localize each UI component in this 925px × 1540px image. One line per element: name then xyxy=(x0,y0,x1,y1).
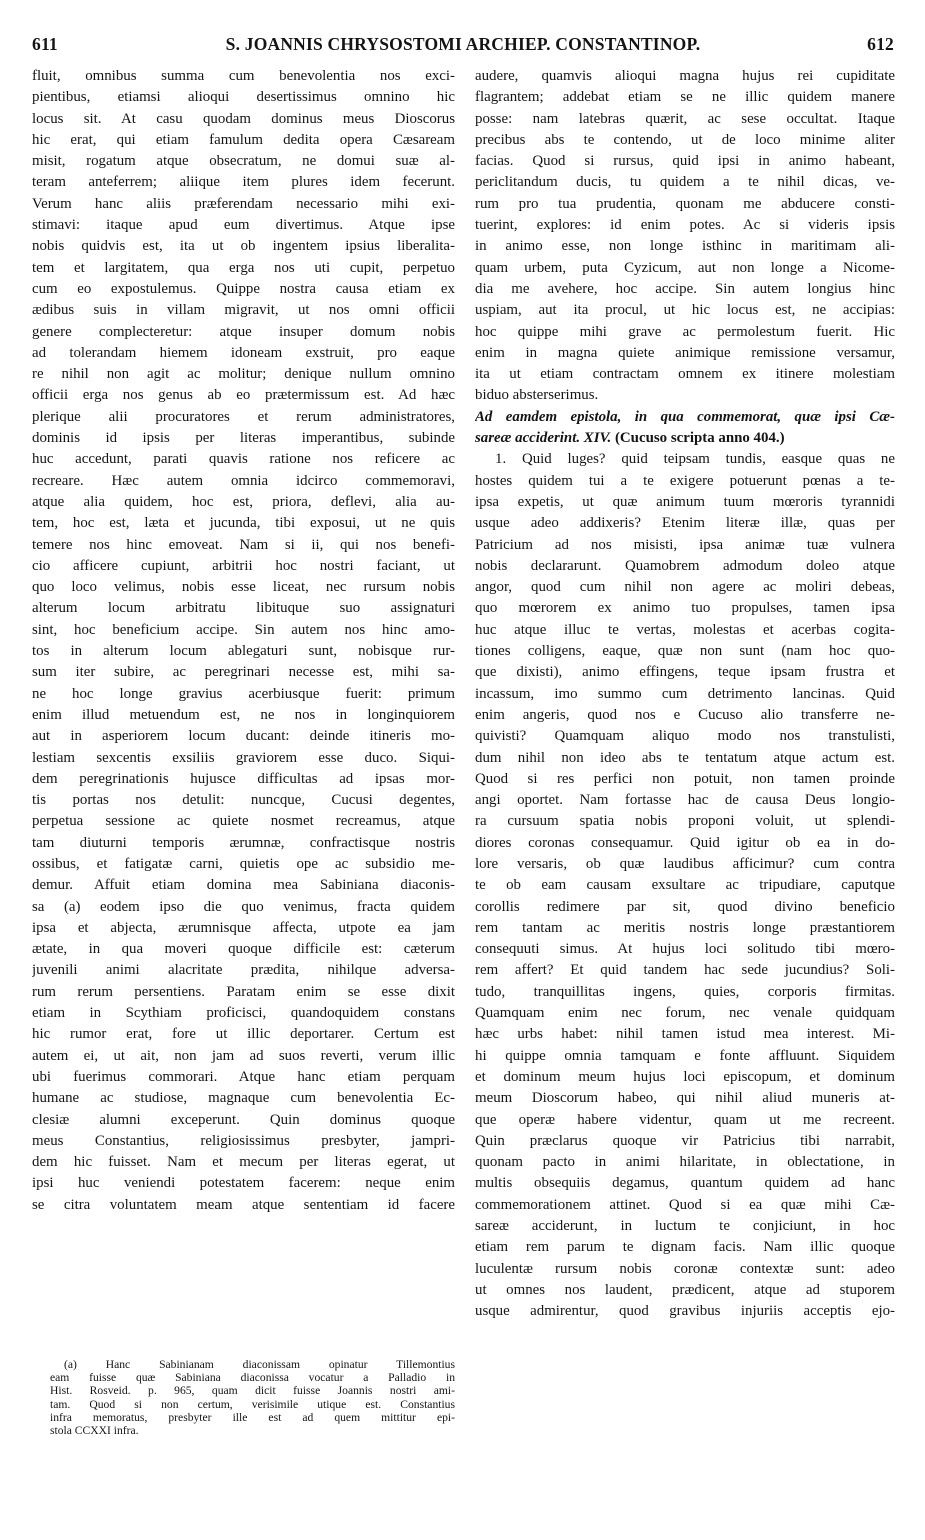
text-line: hic rumor erat, fore ut illic deportarer. Certum est xyxy=(32,1026,455,1043)
text-line: huc atque illuc te vertas, molestas et acerbas cogita- xyxy=(475,621,895,638)
text-line: usque admirentur, quod gravibus injuriis acceptis ejo- xyxy=(475,1303,895,1320)
text-line: lestiam sexcentis exsiliis graviorem esse duco. Siqui- xyxy=(32,749,455,766)
text-line: hi quippe omnia tamquam e fonte affluunt. Siquidem xyxy=(475,1047,895,1064)
text-line: perpetua sessione ac quiete nosmet recreamus, atque xyxy=(32,813,455,830)
text-line: quo mœrorem ex animo tuo propulses, tamen ipsa xyxy=(475,600,895,617)
text-line: cum eo expostulemus. Quippe nostra causa etiam ex xyxy=(32,280,455,297)
text-line: biduo absterserimus. xyxy=(475,387,599,404)
text-line: diores coronas consequamur. Quid igitur ob ea in do- xyxy=(475,834,895,851)
text-line: lore versaris, ob quæ laudibus afficimur? cum contra xyxy=(475,855,895,872)
text-line: re nihil non agit ac molitur; denique nullum omnino xyxy=(32,366,455,383)
text-line: dominis id ipsis per literas imperantibus, subinde xyxy=(32,430,455,447)
text-line: eam fuisse quæ Sabiniana diaconissa vocatur a Palladio in xyxy=(50,1371,455,1385)
right-column-continuation xyxy=(475,66,895,407)
text-line: sum iter subire, ac peregrinari necesse est, mihi sa- xyxy=(32,664,455,681)
text-line: ad tolerandam hiemem idoneam exstruit, pro eaque xyxy=(32,344,455,361)
footnote xyxy=(50,1358,455,1437)
text-line: Hist. Rosveid. p. 965, quam dicit fuisse Joannis nostri ami- xyxy=(50,1384,455,1398)
text-line: recreare. Hæc autem omnia idcirco commemoravi, xyxy=(32,472,455,489)
text-line: Patricium ad nos misisti, ipsa animæ tuæ vulnera xyxy=(475,536,895,553)
text-line: angi oportet. Nam fortasse hac de causa Deus longio- xyxy=(475,792,895,809)
text-line: ætate, in qua moveri quoque difficile est: cæterum xyxy=(32,941,455,958)
text-line: infra memoratus, presbyter ille est ad quem mittitur epi- xyxy=(50,1410,455,1424)
text-line: sa (a) eodem ipso die quo venimus, fracta quidem xyxy=(32,898,455,915)
text-line: se citra voluntatem meam atque sententiam id facere xyxy=(32,1196,455,1213)
text-line: meum Dioscorum habeo, qui nihil aliud muneris at- xyxy=(475,1090,895,1107)
text-line: posse: nam latebras quærit, ac sese occultat. Itaque xyxy=(475,110,895,127)
text-line: usque adeo addixeris? Etenim literæ illæ, quas per xyxy=(475,515,895,532)
text-line: officii erga nos genus ab eo prætermissum est. Ad hæc xyxy=(32,387,455,404)
text-line: incassum, imo summo cum detrimento lancinas. Quid xyxy=(475,685,895,702)
text-line: etiam rem parum te dignam facis. Nam illic quoque xyxy=(475,1239,895,1256)
text-line: hæc urbs habet: nihil tamen istud mea interest. Mi- xyxy=(475,1026,895,1043)
text-line: rum rerum persentiens. Paratam enim se esse dixit xyxy=(32,983,455,1000)
text-line: et dominum meum hujus loci episcopum, et dominum xyxy=(475,1068,895,1085)
text-line: alterum locum arbitratu libituque suo assignaturi xyxy=(32,600,455,617)
text-line: locus sit. At casu quodam dominus meus Dioscorus xyxy=(32,110,455,127)
text-line: ipsa expetis, ut quæ animum tuum mœroris tyrannidi xyxy=(475,493,895,510)
section-heading xyxy=(475,407,895,450)
text-line: ut omnes nos laudent, prædicent, atque ad stuporem xyxy=(475,1281,895,1298)
text-line: dem hic fuisset. Nam et mecum per literas egerat, ut xyxy=(32,1154,455,1171)
text-line: humane ac studiose, magnaque cum benevolentia Ec- xyxy=(32,1090,455,1107)
text-line: plerique alii procuratores et rerum administratores, xyxy=(32,408,455,425)
text-line: hoc quippe mihi grave ac permolestum fuerit. Hic xyxy=(475,323,895,340)
text-line: tiones colligens, eaque, quæ non sunt (nam hoc quo- xyxy=(475,643,895,660)
text-line: tos in alterum locum ablegaturi sunt, nobisque rur- xyxy=(32,643,455,660)
text-line: aut in asperiorem locum ducant: deinde itineris mo- xyxy=(32,728,455,745)
running-title: S. JOANNIS CHRYSOSTOMI ARCHIEP. CONSTANTINOP. xyxy=(225,34,701,54)
text-line: enim angeris, quod nos e Cucuso alio transferre ne- xyxy=(475,706,895,723)
text-line: angor, quod cum nihil non agere ac moliri debeas, xyxy=(475,579,895,596)
text-line: dia me avehere, hoc accipe. Sin autem longius hinc xyxy=(475,280,895,297)
text-line: ita ut etiam contractam omnem ex itinere molestiam xyxy=(475,366,895,383)
text-line: ossibus, et fatigatæ carni, quietis ope ac subsidio me- xyxy=(32,855,455,872)
text-line: audere, quamvis alioqui magna hujus rei cupiditate xyxy=(475,68,895,84)
text-line: meus Constantius, religiosissimus presbyter, jampri- xyxy=(32,1132,455,1149)
text-line: quonam pacto in animi hilaritate, in oblectatione, in xyxy=(475,1154,895,1171)
text-line: huc accedunt, parati quavis ratione nos reficere ac xyxy=(32,451,455,468)
text-line: Quamquam enim nec forum, nec venale quidquam xyxy=(475,1005,895,1022)
text-line: teram anteferrem; aliique item plures idem fecerunt. xyxy=(32,174,455,191)
text-line: misit, rogatum atque obsecratum, ne domui suæ al- xyxy=(32,153,455,170)
section-title-line-2: sareæ acciderint. XIV. xyxy=(475,430,612,447)
text-line: Quin præclarus quoque vir Patricius tibi narrabit, xyxy=(475,1132,895,1149)
text-line: tudo, tranquillitas ingens, quies, corporis firmitas. xyxy=(475,983,895,1000)
text-line: nobis quidvis est, ita ut ob ingentem ipsius liberalita- xyxy=(32,238,455,255)
text-line: periclitandum ducis, tu quidem a te nihil dicas, ve- xyxy=(475,174,895,191)
text-line: temere nos hinc emoveat. Nam si ii, qui nos benefi- xyxy=(32,536,455,553)
text-line: flagrantem; addebat etiam se ne illic quidem manere xyxy=(475,89,895,106)
text-line: Quod si res perfici non potuit, non tamen proinde xyxy=(475,770,895,787)
text-line: enim illud metuendum est, ne nos in longinquiorem xyxy=(32,706,455,723)
text-line: fluit, omnibus summa cum benevolentia nos exci- xyxy=(32,68,455,84)
text-line: rum pro tua prudentia, quonam me abducere consti- xyxy=(475,195,895,212)
text-line: te ob eam causam exsultare ac tripudiare, caputque xyxy=(475,877,895,894)
text-line: ubi fuerimus commorari. Atque hanc etiam perquam xyxy=(32,1068,455,1085)
text-line: stimavi: itaque apud eum divertimus. Atque ipse xyxy=(32,217,455,234)
text-line: etiam in Scythiam proficisci, quandoquidem constans xyxy=(32,1005,455,1022)
text-line: corollis redimere par sit, quod divino beneficio xyxy=(475,898,895,915)
text-line: nobis declararunt. Quamobrem admodum doleo atque xyxy=(475,557,895,574)
text-line: demur. Affuit etiam domina mea Sabiniana diaconis- xyxy=(32,877,455,894)
text-line: 1. Quid luges? quid teipsam tundis, easque quas ne xyxy=(495,451,895,468)
text-line: autem ei, ut ait, non jam ad suos reverti, verum illic xyxy=(32,1047,455,1064)
text-line: quivisti? Quamquam aliquo modo nos transtulisti, xyxy=(475,728,895,745)
text-line: que operæ habere videntur, quam ut me recreent. xyxy=(475,1111,895,1128)
text-line: (a) Hanc Sabinianam diaconissam opinatur Tillemontius xyxy=(64,1358,455,1371)
text-line: ra cursuum spatia nobis proponi voluit, ut splendi- xyxy=(475,813,895,830)
text-line: luculentæ rursum nobis coronæ contextæ sunt: adeo xyxy=(475,1260,895,1277)
text-line: facias. Quod si rursus, quid ipsi in animo habeant, xyxy=(475,153,895,170)
text-line: tis portas nos detulit: nuncque, Cucusi degentes, xyxy=(32,792,455,809)
text-line: tam. Quod si non certum, verisimile utique est. Constantius xyxy=(50,1397,455,1411)
left-column xyxy=(32,66,455,1216)
text-line: cio afficere cupiunt, arbitrii hoc nostri faciant, ut xyxy=(32,557,455,574)
text-line: multis obsequiis degamus, quantum quidem ad hanc xyxy=(475,1175,895,1192)
text-line: quam urbem, puta Cyzicum, aut non longe a Nicome- xyxy=(475,259,895,276)
text-line: hic erat, qui etiam famulum dedita opera Cæsaream xyxy=(32,131,455,148)
text-line: quo loco velimus, nobis esse liceat, nec rursum nobis xyxy=(32,579,455,596)
text-line: sareæ acciderunt, in luctum te conjiciunt, in hoc xyxy=(475,1218,895,1235)
text-line: dum nihil non ideo abs te tentatum atque actum est. xyxy=(475,749,895,766)
text-line: ipsi huc veniendi potestatem facerem: neque enim xyxy=(32,1175,455,1192)
text-line: commemorationem attinet. Quod si ea quæ mihi Cæ- xyxy=(475,1196,895,1213)
text-line: in animo esse, non longe isthinc in maritimam ali- xyxy=(475,238,895,255)
page-number-right: 612 xyxy=(867,34,894,54)
text-line: ædibus suis in villam migravit, ut nos omni officii xyxy=(32,302,455,319)
text-line: rem tantam ac meritis nostris longe præstantiorem xyxy=(475,919,895,936)
text-line: ne hoc longe gravius acerbiusque fuerit: primum xyxy=(32,685,455,702)
text-line: atque alia quidem, hoc est, priora, deflevi, alia au- xyxy=(32,493,455,510)
text-line: tem, hoc est, læta et jucunda, tibi exposui, ut ne quis xyxy=(32,515,455,532)
text-line: Verum hanc aliis præferendam necessario mihi exi- xyxy=(32,195,455,212)
running-header xyxy=(32,34,894,60)
text-line: pientibus, etiamsi alioqui desertissimus omnino hic xyxy=(32,89,455,106)
section-date-note: (Cucuso scripta anno 404.) xyxy=(614,430,785,447)
text-line: tam diuturni temporis ærumnæ, confractisque nostris xyxy=(32,834,455,851)
text-line: sint, hoc beneficium accipe. Sin autem nos hinc amo- xyxy=(32,621,455,638)
text-line: ipsa et abjecta, ærumnisque affecta, utpote ea jam xyxy=(32,919,455,936)
page-number-left: 611 xyxy=(32,34,58,54)
text-line: hostes quidem tui a te exigere potuerunt pœnas a te- xyxy=(475,472,895,489)
text-line: uspiam, aut ita procul, ut hic locus est, ne accipias: xyxy=(475,302,895,319)
text-line: consequuti simus. At hujus loci solitudo tibi mœro- xyxy=(475,941,895,958)
text-line: rem affert? Et quid tandem hac sede jucundius? Soli- xyxy=(475,962,895,979)
text-line: stola CCXXI infra. xyxy=(50,1424,139,1438)
text-line: tuerint, explores: id enim potes. Ac si videris ipsis xyxy=(475,217,895,234)
text-line: genere complecteretur: atque insuper domum nobis xyxy=(32,323,455,340)
text-line: dem peregrinationis hujusce difficultas ad ipsas mor- xyxy=(32,770,455,787)
text-line: tem et largitatem, qua erga nos uti cupit, perpetuo xyxy=(32,259,455,276)
text-line: enim in magna quiete animique remissione versamur, xyxy=(475,344,895,361)
letter-body xyxy=(475,449,895,1322)
right-column xyxy=(475,66,895,1323)
section-title-line-1: Ad eamdem epistola, in qua commemorat, quæ ipsi Cæ- xyxy=(475,408,895,425)
text-line: clesiæ alumni exceperunt. Quin dominus quoque xyxy=(32,1111,455,1128)
text-line: juvenili animi alacritate prædita, nihilque adversa- xyxy=(32,962,455,979)
text-line: precibus abs te contendo, ut de loco minime aliter xyxy=(475,131,895,148)
text-line: que dixisti), animo effingens, teque ipsam frustra et xyxy=(475,664,895,681)
